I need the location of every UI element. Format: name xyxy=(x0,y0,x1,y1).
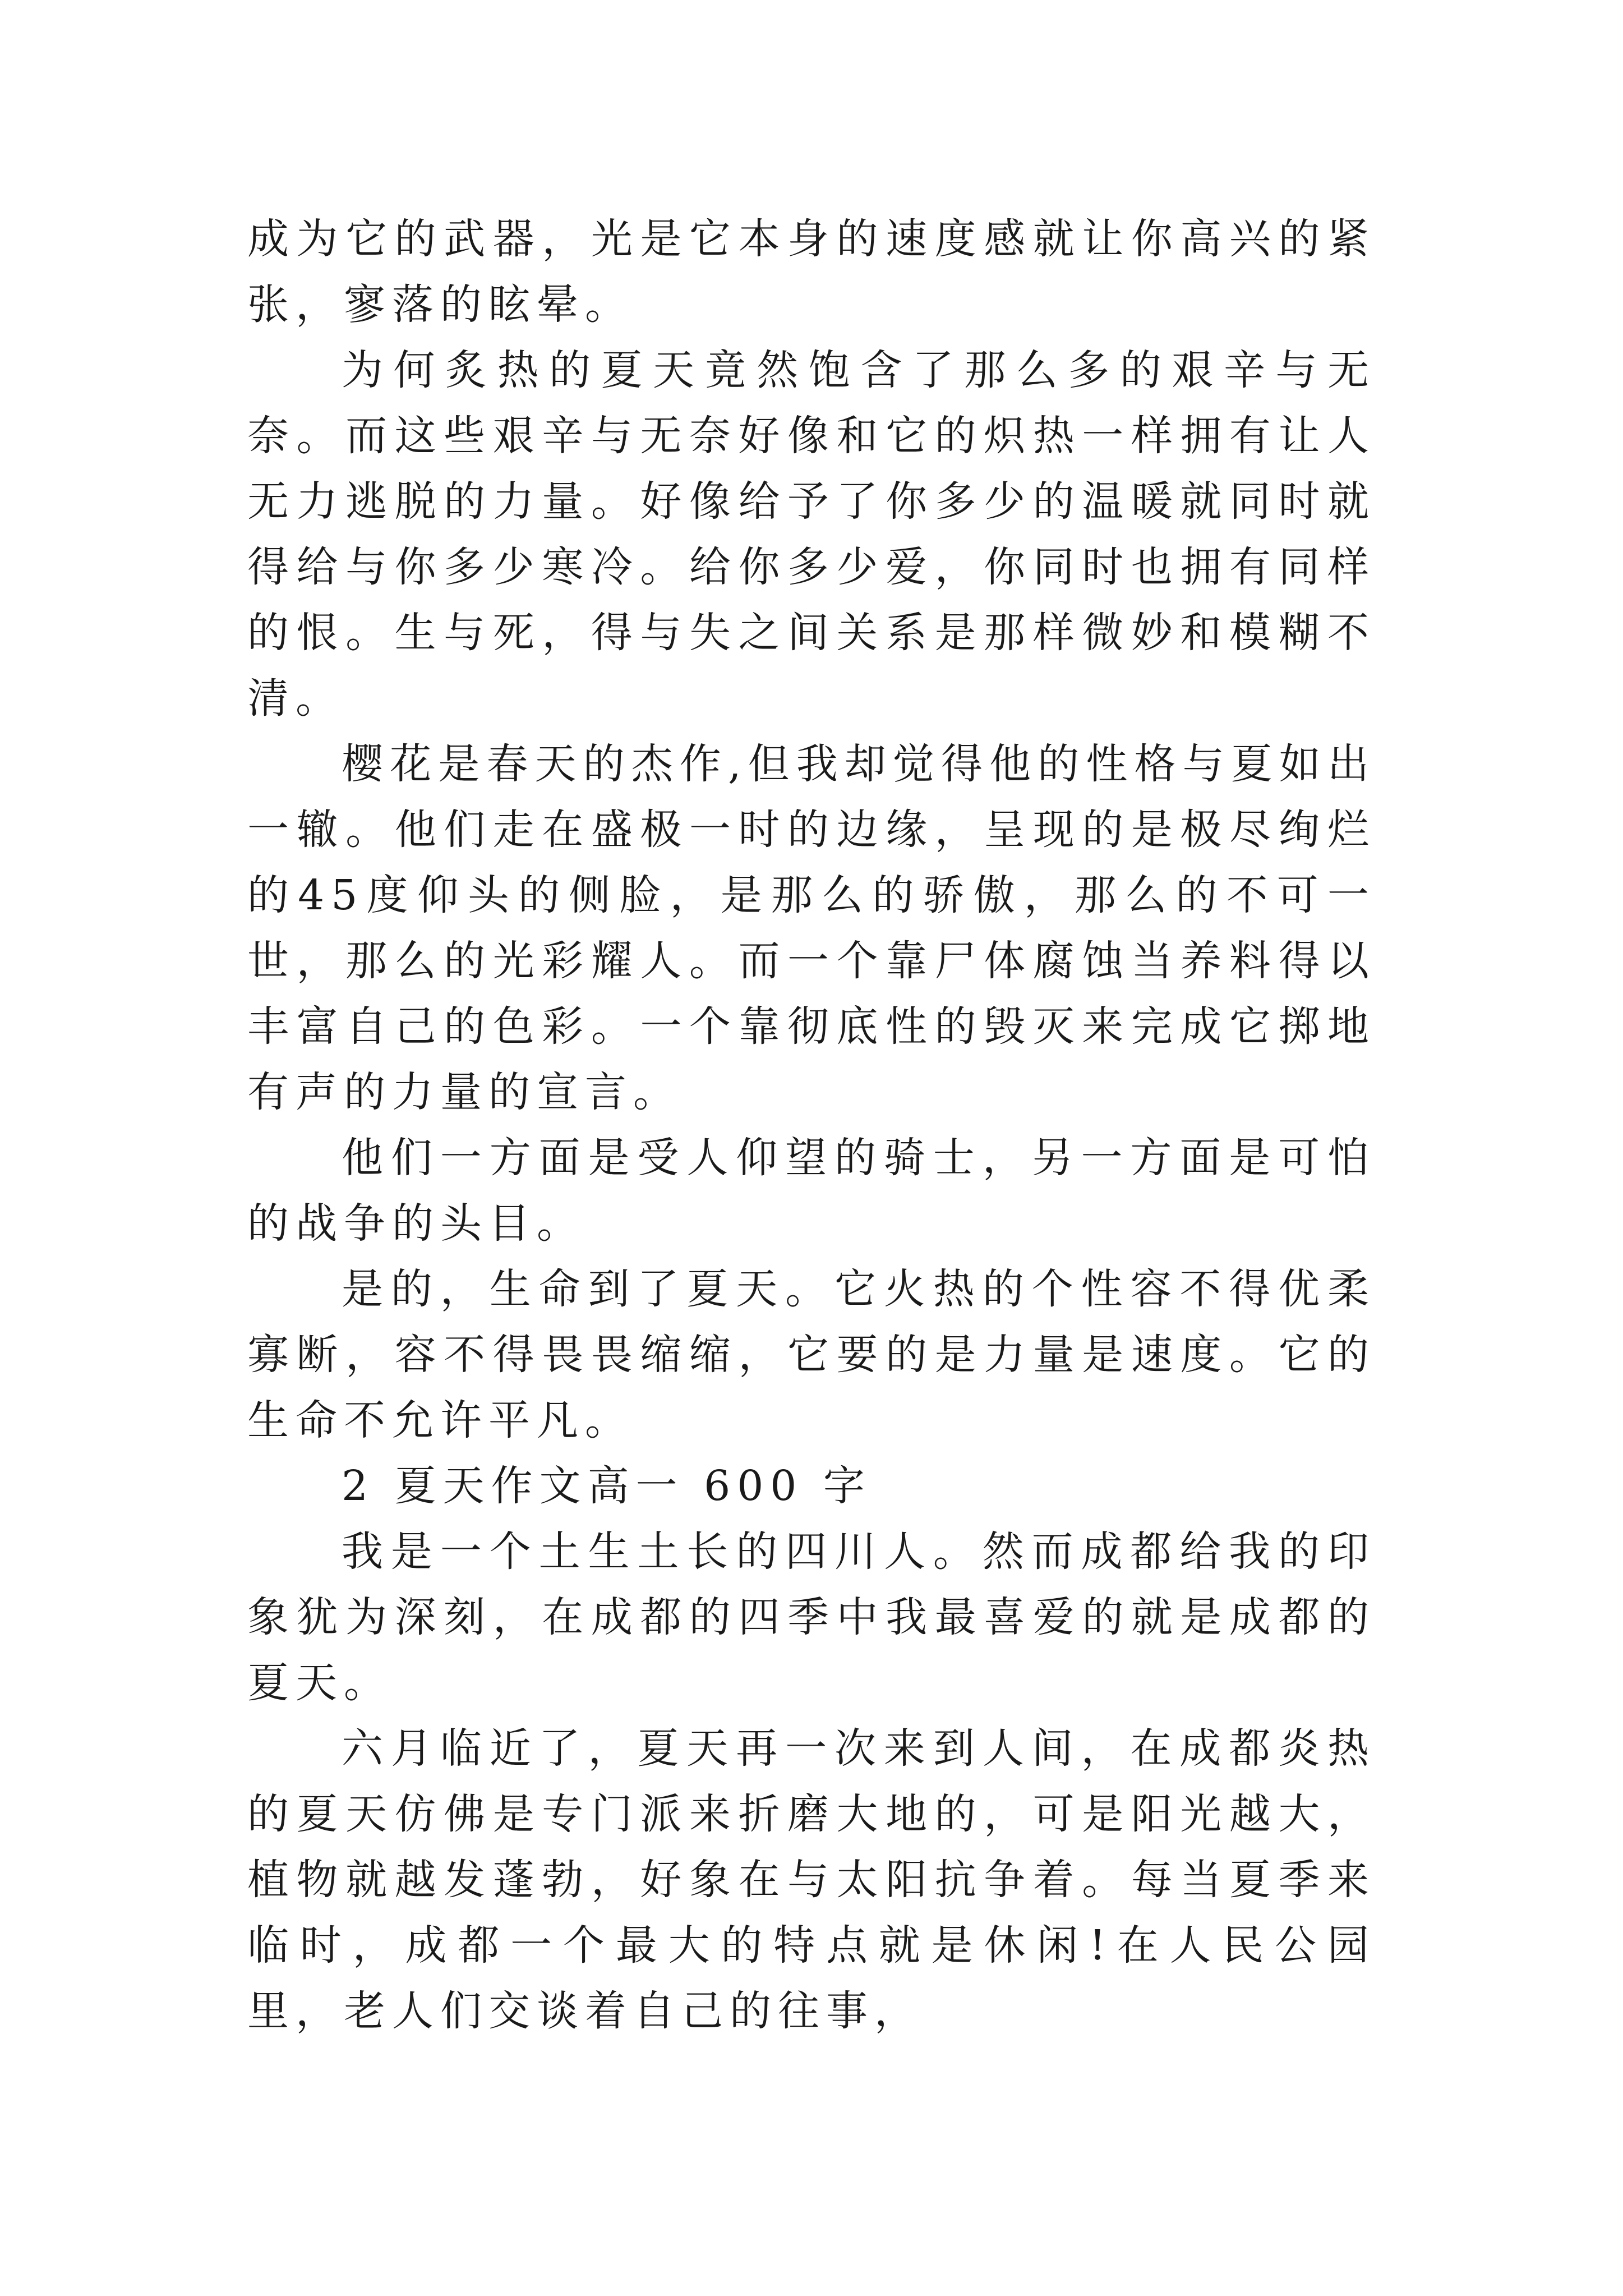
section-heading: 2 夏天作文高一 600 字 xyxy=(342,1462,872,1510)
paragraph-7: 六月临近了，夏天再一次来到人间，在成都炎热的夏天仿佛是专门派来折磨大地的，可是阳光越大，植物就越发蓬勃，好象在与太阳抗争着。每当夏季来临时，成都一个最大的特点就是休闲!在人民公园里，老人们交谈着自己的往事， xyxy=(247,1724,1376,2035)
paragraph-3: 樱花是春天的杰作,但我却觉得他的性格与夏如出一辙。他们走在盛极一时的边缘，呈现的是极尽绚烂的45度仰头的侧脸，是那么的骄傲，那么的不可一世，那么的光彩耀人。而一个靠尸体腐蚀当养料得以丰富自己的色彩。一个靠彻底性的毁灭来完成它掷地有声的力量的宣言。 xyxy=(247,740,1376,1116)
paragraph-4: 他们一方面是受人仰望的骑士，另一方面是可怕的战争的头目。 xyxy=(247,1134,1376,1248)
document-body xyxy=(247,206,1376,2044)
paragraph-1: 成为它的武器，光是它本身的速度感就让你高兴的紧张，寥落的眩晕。 xyxy=(247,215,1376,329)
paragraph-2: 为何炙热的夏天竟然饱含了那么多的艰辛与无奈。而这些艰辛与无奈好像和它的炽热一样拥有让人无力逃脱的力量。好像给予了你多少的温暖就同时就得给与你多少寒冷。给你多少爱，你同时也拥有同样的恨。生与死，得与失之间关系是那样微妙和模糊不清。 xyxy=(247,346,1376,723)
paragraph-6: 我是一个土生土长的四川人。然而成都给我的印象犹为深刻，在成都的四季中我最喜爱的就是成都的夏天。 xyxy=(247,1527,1376,1707)
paragraph-5: 是的，生命到了夏天。它火热的个性容不得优柔寡断，容不得畏畏缩缩，它要的是力量是速度。它的生命不允许平凡。 xyxy=(247,1265,1376,1444)
